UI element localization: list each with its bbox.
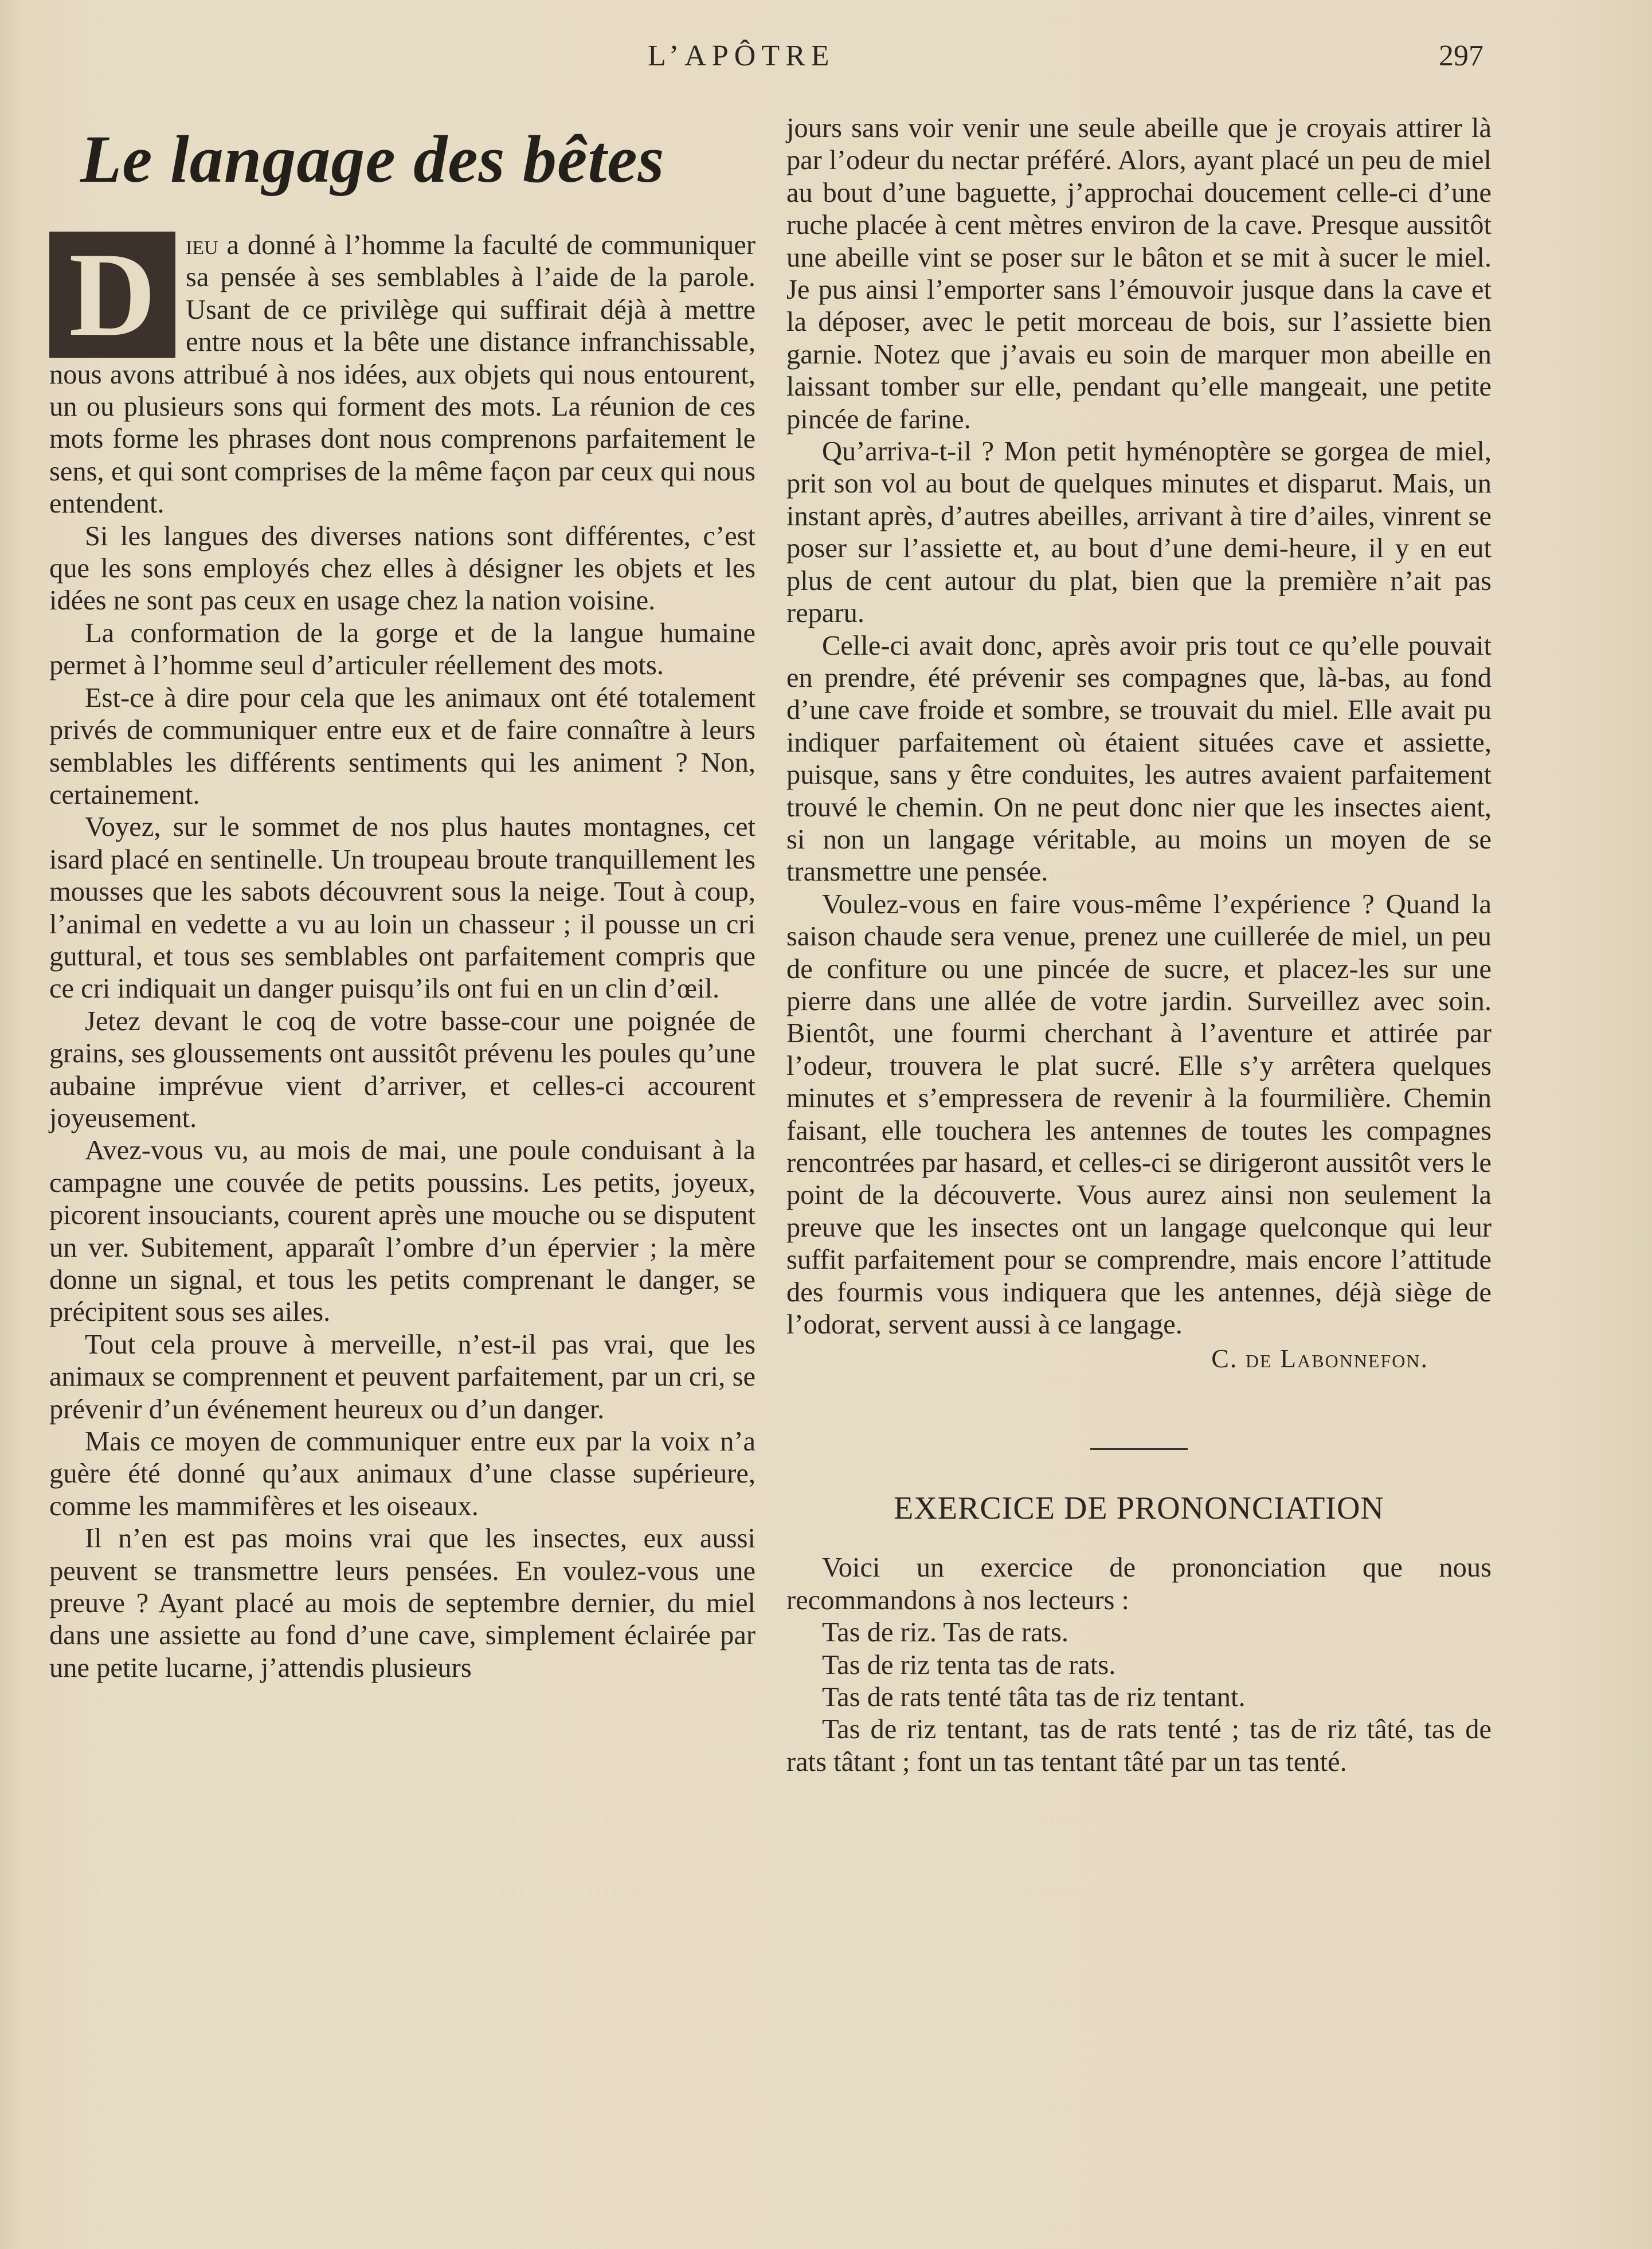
paragraph-text: a donné à l’homme la faculté de communiquer sa pensée à ses semblables à l’aide de la parole. Usant de ce privilège qui suffirait déjà à mettre entre nous et la bête une distance infranchissable, nous avons attribué à nos idées, aux objets qui nous entourent, un ou plusieurs sons qui forment des mots. La réunion de ces mots forme les phrases dont nous comprenons parfaitement le sens, et qui sont comprises de la même façon par ceux qui nous entendent. xyxy=(49,230,755,519)
article-paragraph-1 xyxy=(49,229,755,521)
dropcap-letter: D xyxy=(49,232,175,358)
exercise-intro: Voici un exercice de prononciation que nous recommandons à nos lecteurs : xyxy=(786,1552,1492,1616)
right-column xyxy=(786,112,1492,1778)
article-paragraph-6: Jetez devant le coq de votre basse-cour une poignée de grains, ses gloussements ont aussitôt prévenu les poules qu’une aubaine imprévue vient d’arriver, et celles-ci accourent joyeusement. xyxy=(49,1006,755,1133)
first-word-rest: ieu xyxy=(186,230,218,260)
exercise-line-3: Tas de rats tenté tâta tas de riz tentant. xyxy=(822,1682,1246,1713)
page-number: 297 xyxy=(1439,40,1483,72)
left-column xyxy=(49,115,755,1684)
article-paragraph-7: Avez-vous vu, au mois de mai, une poule conduisant à la campagne une couvée de petits poussins. Les petits, joyeux, picorent insouciants, courent après une mouche ou se disputent un ver. Subitement, apparaît l’ombre d’un épervier ; la mère donne un signal, et tous les petits comprenant le danger, se précipitent sous ses ailes. xyxy=(49,1135,755,1328)
article-paragraph-14: Voulez-vous en faire vous-même l’expérience ? Quand la saison chaude sera venue, prenez une cuillerée de miel, un peu de confiture ou une pincée de sucre, et placez-les sur une pierre dans une allée de votre jardin. Surveillez avec soin. Bientôt, une fourmi cherchant à l’aventure et attirée par l’odeur, trouvera le plat sucré. Elle s’y arrêtera quelques minutes et s’empressera de revenir à la fourmilière. Chemin faisant, elle touchera les antennes de toutes les compagnes rencontrées par hasard, et celles-ci se dirigeront aussitôt vers le point de la découverte. Vous aurez ainsi non seulement la preuve que les insectes ont un langage quelconque qui leur suffit parfaitement pour se comprendre, mais encore l’attitude des fourmis vous indiquera que les antennes, déjà siège de l’odorat, servent aussi à ce langage. xyxy=(786,889,1492,1340)
exercise-section xyxy=(786,1552,1492,1778)
exercise-line-1: Tas de riz. Tas de rats. xyxy=(822,1617,1069,1648)
article-paragraph-3: La conformation de la gorge et de la langue humaine permet à l’homme seul d’articuler réellement des mots. xyxy=(49,617,755,681)
running-head: L’APÔTRE xyxy=(648,40,835,72)
article-paragraph-9: Mais ce moyen de communiquer entre eux par la voix n’a guère été donné qu’aux animaux d’une classe supérieure, comme les mammifères et les oiseaux. xyxy=(49,1426,755,1522)
article-paragraph-10: Il n’en est pas moins vrai que les insectes, eux aussi peuvent se transmettre leurs pensées. En voulez-vous une preuve ? Ayant placé au mois de septembre dernier, du miel dans une assiette au fond d’une cave, simplement éclairée par une petite lucarne, j’attendis plusieurs xyxy=(49,1523,755,1683)
article-paragraph-11: jours sans voir venir une seule abeille que je croyais attirer là par l’odeur du nectar préféré. Alors, ayant placé un peu de miel au bout d’une baguette, j’approchai doucement celle-ci d’une ruche placée à cent mètres environ de la cave. Presque aussitôt une abeille vint se poser sur le bâton et se mit à sucer le miel. Je pus ainsi l’emporter sans l’émouvoir jusque dans la cave et la déposer, avec le petit morceau de bois, sur l’assiette bien garnie. Notez que j’avais eu soin de marquer mon abeille en laissant tomber sur elle, pendant qu’elle mangeait, une petite pincée de farine. xyxy=(786,113,1492,435)
exercise-line-2: Tas de riz tenta tas de rats. xyxy=(822,1649,1116,1680)
article-title: Le langage des bêtes xyxy=(80,122,665,197)
author-signature: C. de Labonnefon. xyxy=(1211,1344,1428,1374)
exercise-title: EXERCICE DE PRONONCIATION xyxy=(894,1491,1384,1527)
exercise-line-4: Tas de riz tentant, tas de rats tenté ; tas de riz tâté, tas de rats tâtant ; font un tas tentant tâté par un tas tenté. xyxy=(786,1714,1492,1777)
section-divider xyxy=(1090,1448,1188,1450)
article-paragraph-8: Tout cela prouve à merveille, n’est-il pas vrai, que les animaux se comprennent et peuvent parfaitement, par un cri, se prévenir d’un événement heureux ou d’un danger. xyxy=(49,1329,755,1425)
article-paragraph-5: Voyez, sur le sommet de nos plus hautes montagnes, cet isard placé en sentinelle. Un troupeau broute tranquillement les mousses que les sabots découvrent sous la neige. Tout à coup, l’animal en vedette a vu au loin un chasseur ; il pousse un cri guttural, et tous ses semblables ont parfaitement compris que ce cri indiquait un danger puisqu’ils ont fui en un clin d’œil. xyxy=(49,812,755,1004)
article-paragraph-2: Si les langues des diverses nations sont différentes, c’est que les sons employés chez elles à désigner les objets et les idées ne sont pas ceux en usage chez la nation voisine. xyxy=(49,521,755,616)
article-paragraph-12: Qu’arriva-t-il ? Mon petit hyménoptère se gorgea de miel, prit son vol au bout de quelques minutes et disparut. Mais, un instant après, d’autres abeilles, arrivant à tire d’ailes, vinrent se poser sur l’assiette et, au bout d’une demi-heure, il y en eut plus de cent autour du plat, bien que la première n’ait pas reparu. xyxy=(786,436,1492,629)
article-paragraph-13: Celle-ci avait donc, après avoir pris tout ce qu’elle pouvait en prendre, été prévenir ses compagnes que, là-bas, au fond d’une cave froide et sombre, se trouvait du miel. Elle avait pu indiquer parfaitement où étaient situées cave et assiette, puisque, sans y être conduites, les autres avaient parfaitement trouvé le chemin. On ne peut donc nier que les insectes aient, si non un langage véritable, au moins un moyen de se transmettre une pensée. xyxy=(786,630,1492,887)
article-paragraph-4: Est-ce à dire pour cela que les animaux ont été totalement privés de communiquer entre eux et de faire connaître à leurs semblables les différents sentiments qui les animent ? Non, certainement. xyxy=(49,682,755,810)
